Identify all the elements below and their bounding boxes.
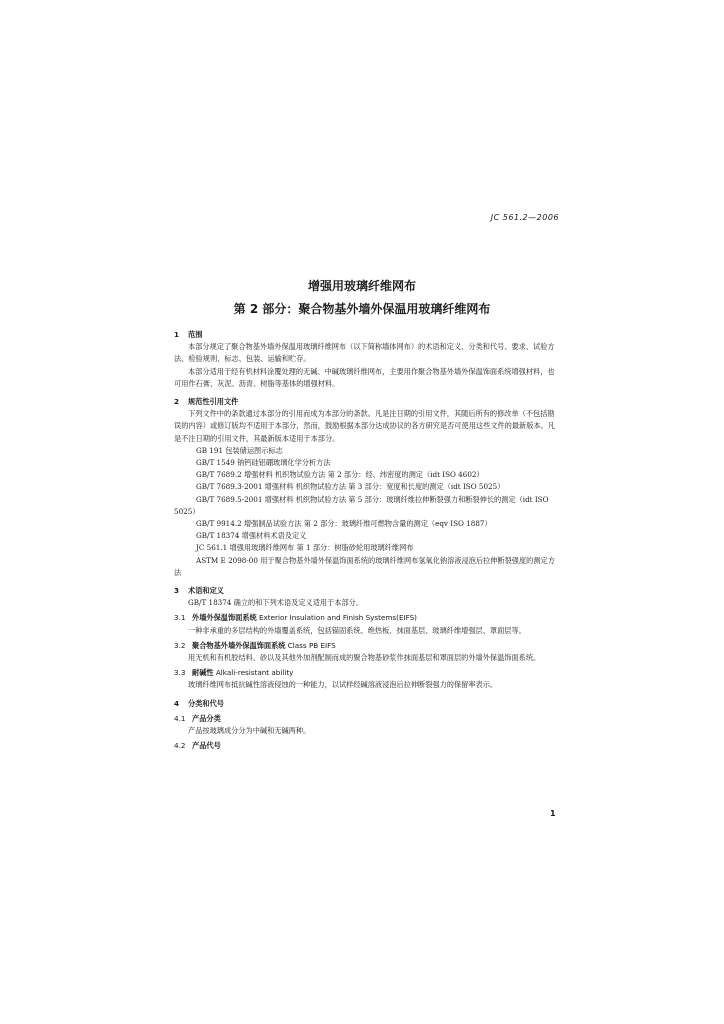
reference-item: GB/T 1549 钠钙硅铝硼玻璃化学分析方法 [196,458,331,468]
page-number: 1 [550,809,556,818]
section-4-heading: 4 分类和代号 [174,698,224,708]
standard-code: JC 561.2—2006 [490,213,559,222]
subsection-4-1-text: 产品按玻璃成分分为中碱和无碱两种。 [188,726,311,736]
reference-item: GB/T 9914.2 增强制品试验方法 第 2 部分：玻璃纤维可燃物含量的测定（eqv ISO 1887） [196,519,492,529]
term-3-2-definition: 用无机和有机胶结料、砂以及其他外加剂配制而成的聚合物基砂浆作抹面基层和罩面层的外墙外保温饰面系统。 [188,653,541,663]
reference-item: GB/T 7689.5-2001 增强材料 机织物试验方法 第 5 部分：玻璃纤维拉伸断裂强力和断裂伸长的测定（idt ISO 5025） [174,494,549,516]
section-1-heading: 1 范围 [174,330,203,339]
document-subtitle: 第 2 部分：聚合物基外墙外保温用玻璃纤维网布 [233,302,491,316]
reference-item: GB/T 18374 增强材料术语及定义 [196,531,307,541]
term-3-2-heading: 3.2 聚合物基外墙外保温饰面系统 Class PB EIFS [174,640,336,650]
reference-item: GB 191 包装储运图示标志 [196,445,283,455]
section-1-paragraph-2: 本部分适用于经有机材料涂覆处理的无碱、中碱玻璃纤维网布，主要用作聚合物基外墙外保温饰面系统增强材料，也可用作石膏、灰泥、沥青、树脂等基体的增强材料。 [174,366,555,388]
reference-item: ASTM E 2098-00 用于聚合物基外墙外保温饰面系统的玻璃纤维网布氢氧化钠溶液浸泡后拉伸断裂强度的测定方法 [174,555,555,577]
term-3-3-heading: 3.3 耐碱性 Alkali-resistant ability [174,668,294,678]
subsection-4-2-heading: 4.2 产品代号 [174,741,221,751]
term-3-1-heading: 3.1 外墙外保温饰面系统 Exterior Insulation and Finish Systems(EIFS) [174,613,417,623]
term-3-1-definition: 一种非承重的多层结构的外墙覆盖系统，包括锚固系统、绝热板、抹面基层、玻璃纤维增强层、罩面层等。 [188,625,526,635]
term-3-3-definition: 玻璃纤维网布抵抗碱性溶液侵蚀的一种能力，以试样经碱溶液浸泡后拉伸断裂强力的保留率表示。 [188,680,498,690]
section-2-heading: 2 规范性引用文件 [174,397,239,407]
subsection-4-1-heading: 4.1 产品分类 [174,713,221,723]
reference-item: GB/T 7689.2 增强材料 机织物试验方法 第 2 部分：经、纬密度的测定（idt ISO 4602） [196,470,484,480]
section-1-paragraph-1: 本部分规定了聚合物基外墙外保温用玻璃纤维网布（以下简称墙体网布）的术语和定义、分类和代号、要求、试验方法、检验规则、标志、包装、运输和贮存。 [174,342,555,364]
section-3-heading: 3 术语和定义 [174,586,224,596]
reference-item: GB/T 7689.3-2001 增强材料 机织物试验方法 第 3 部分：宽度和长度的测定（idt ISO 5025） [196,482,505,492]
section-3-intro: GB/T 18374 确立的和下列术语及定义适用于本部分。 [188,598,364,608]
reference-item: JC 561.1 增强用玻璃纤维网布 第 1 部分：树脂砂轮用玻璃纤维网布 [196,543,414,553]
document-body [174,323,560,753]
section-2-intro: 下列文件中的条款通过本部分的引用而成为本部分的条款。凡是注日期的引用文件，其随后所有的修改单（不包括勘误的内容）或修订版均不适用于本部分，然而，鼓励根据本部分达成协议的各方研究是否可使用这些文件的最新版本。凡是不注日期的引用文件，其最新版本适用于本部分。 [174,409,555,443]
document-title: 增强用玻璃纤维网布 [307,279,416,293]
